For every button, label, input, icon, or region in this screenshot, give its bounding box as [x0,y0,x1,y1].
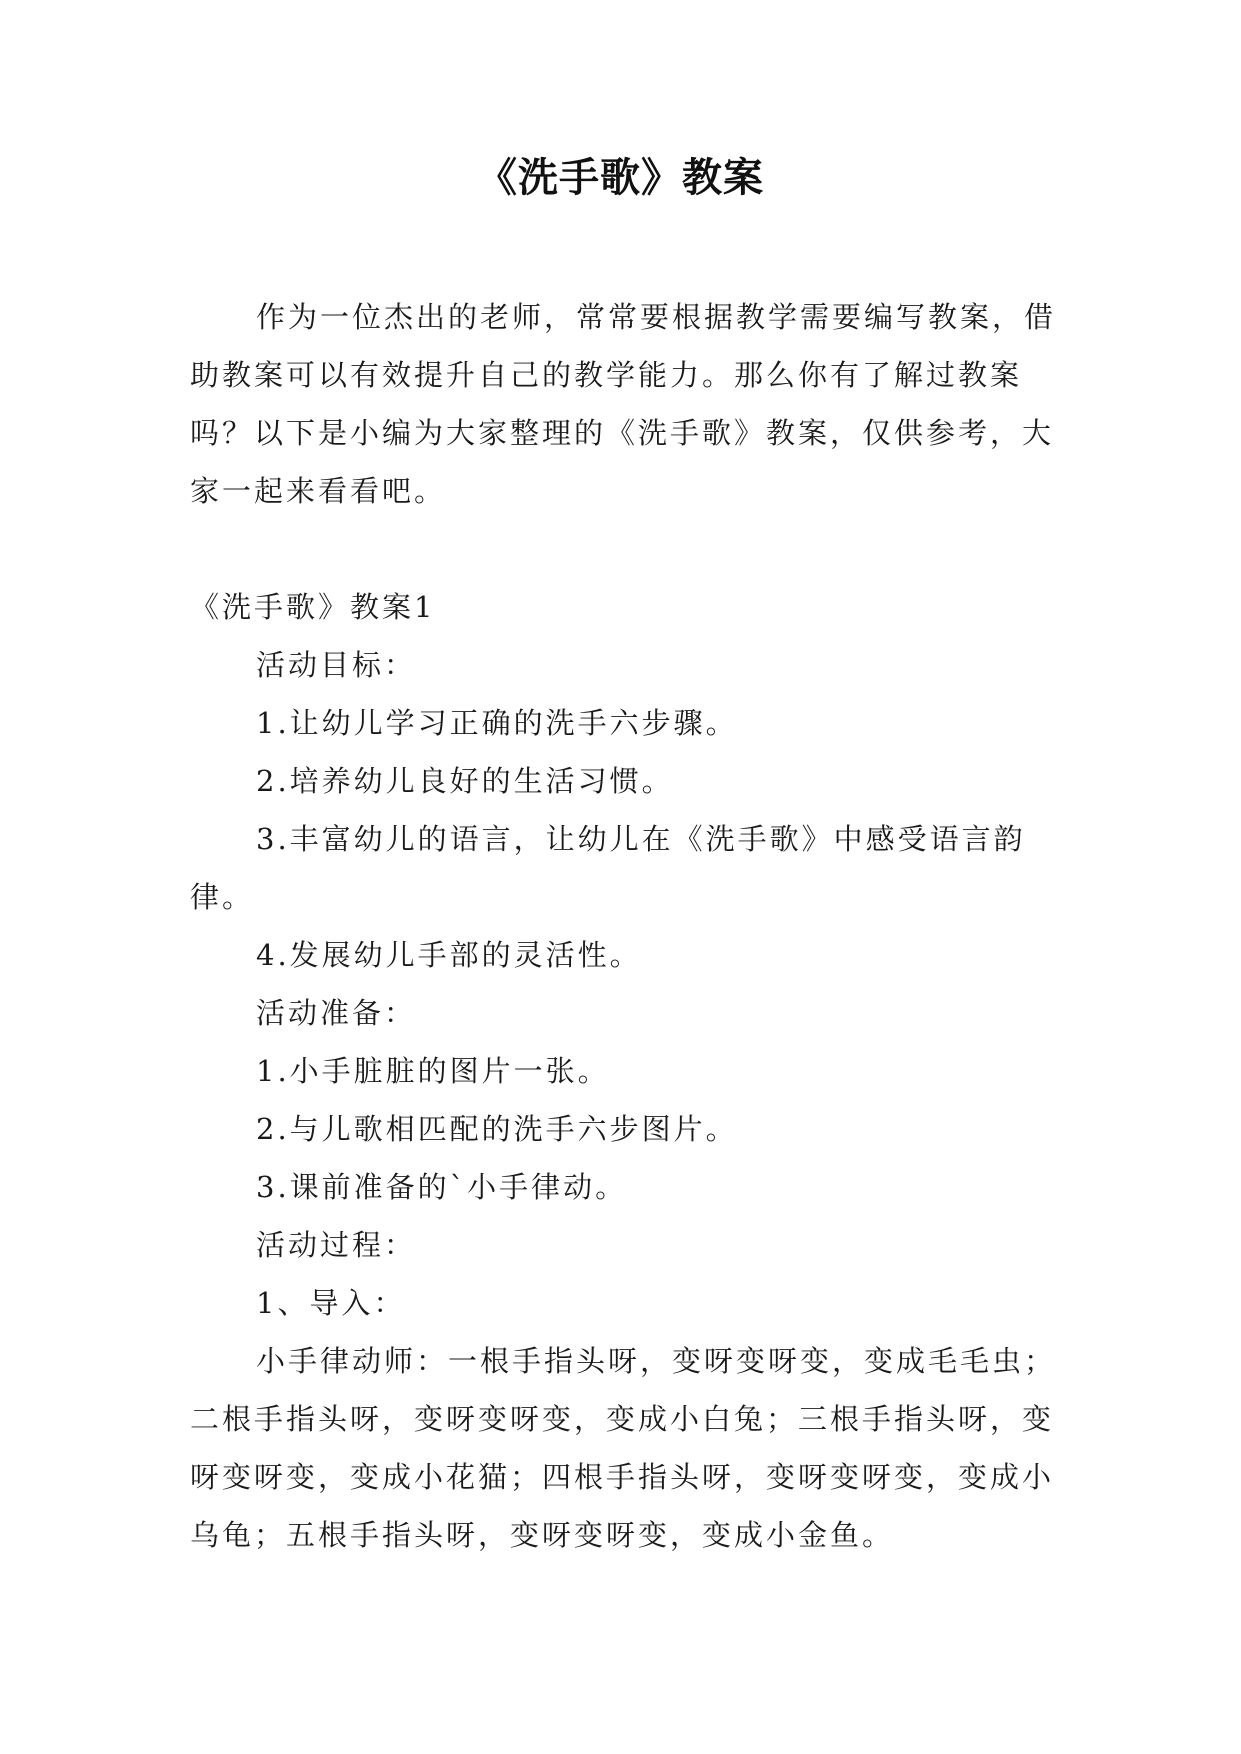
goal-item: 4.发展幼儿手部的灵活性。 [256,938,642,972]
process-heading: 活动过程： [256,1228,417,1262]
goals-heading: 活动目标： [256,648,417,682]
intro-paragraph: 作为一位杰出的老师，常常要根据教学需要编写教案，借助教案可以有效提升自己的教学能力。那么你有了解过教案吗？以下是小编为大家整理的《洗手歌》教案，仅供参考，大家一起来看看吧。 [190,300,1057,508]
prep-item: 2.与儿歌相匹配的洗手六步图片。 [256,1112,738,1146]
goal-item: 1.让幼儿学习正确的洗手六步骤。 [256,706,738,740]
rhythm-paragraph: 小手律动师：一根手指头呀，变呀变呀变，变成毛毛虫；二根手指头呀，变呀变呀变，变成小白兔；三根手指头呀，变呀变呀变，变成小花猫；四根手指头呀，变呀变呀变，变成小乌龟；五根手指头呀，变呀变呀变，变成小金鱼。 [190,1344,1057,1552]
document-body [190,288,1060,1564]
prep-heading: 活动准备： [256,996,417,1030]
step-heading: 1、导入： [256,1286,406,1320]
prep-item: 3.课前准备的`小手律动。 [256,1170,628,1204]
goal-item: 3.丰富幼儿的语言，让幼儿在《洗手歌》中感受语言韵律。 [190,822,1026,914]
prep-item: 1.小手脏脏的图片一张。 [256,1054,610,1088]
section-heading: 《洗手歌》教案1 [190,590,436,624]
goal-item: 2.培养幼儿良好的生活习惯。 [256,764,674,798]
document-title: 《洗手歌》教案 [477,155,764,201]
